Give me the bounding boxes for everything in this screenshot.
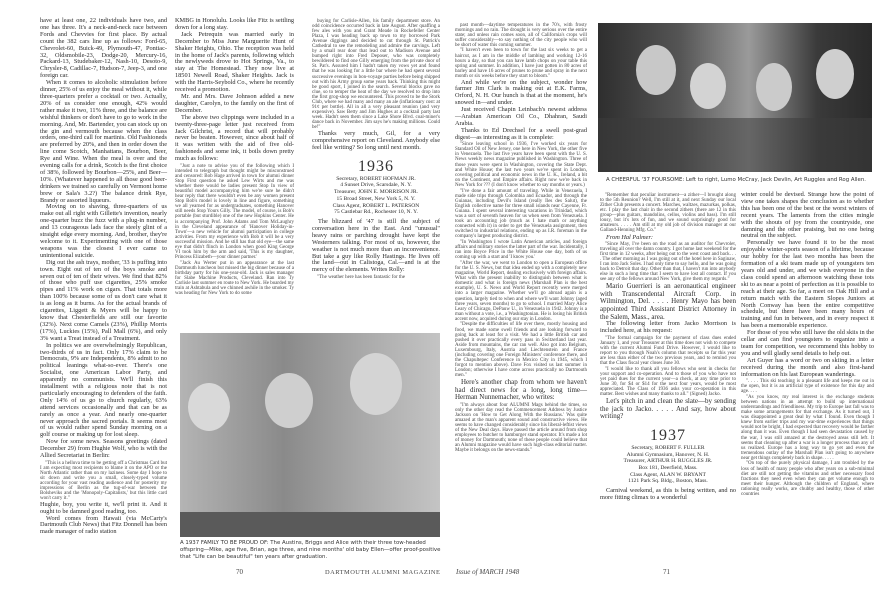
ground [180,512,440,537]
quoted-letter-paragraph: buying for Carlisle-Allen, his family department store. An odd coincidence occurred back in late August. After quaffing a few ales with you and Grant Meade in Rockefeller Center Plaza, I was heading back up town to my borrowed Park Avenue diggings and decided to cut through St. Patrick's Cathedral to see the remodeling and admire the carvings. Left by a small rear door that lead out to Madison Avenue and bumped right into Fred Deposer, who was completely bewildered to find one Gilly emerging from the private door of St. Pat's. Assured him I hadn't taken my vows yet and found that he was looking for a little bar where he had spent several successive evenings in bon-voyage parties before being shipped out with his Army group some years back. Thinking this might be good sport, I joined in the search. Several blocks gave no clue, so to temper the heat of the day we resolved to drop into the first grog-shop we encountered. This proved to be the Stork Club, where we had many and many an ale (inflationary cost: at 91¢ per bottle). All in all a very pleasant reunion (and very expensive). Saw Betty and Jim Hughes at a cocktail party last week. Hadn't seen them since a Lake Shore Blvd. coal-miner's dance back in November. Jim says he's making millions. Could be!" [312,18,441,131]
quoted-letter-paragraph: "Since leaving school in 1936, I've worked six years for Standard Oil of New Jersey, one here in New York, the other five in Venezuela. The last five years have been spent with the U. S. News weekly news magazine published in Washington. Three of those years were spent in Washington, covering the State Dept. and White House; the last two years we've spent in London, covering political and economic news in the U. K., Ireland, a bit on the Continent, and Empire affairs. Right now we're back in New York for ??? (I don't know whether to say months or years.) [455,142,587,188]
article-paragraph: In politics we are overwhelmingly Republican, two-thirds of us in fact. Only 17% claim to be Democrats, 9% are Independents, 8% admit to no political leanings what-so-ever. There's one Socialist, one American Labor Party, and apparently no communists. We'll finish this installment with a religious note that is not particularly encouraging to defenders of the faith. Only 14% of us go to church regularly, 63% attend services occasionally and that can be as rarely as once a year. And nearly one-quarter never approach the sacred portals. It seems most of us would rather spend Sunday morning on a golf course or making up for lost sleep. [40,341,167,439]
article-paragraph: Let's pitch in and clean the slate—by sending the jack to Jacko. . . . . And say, how about writing? [600,396,736,421]
quoted-letter-paragraph: "On top of the purely physical damage, I am troubled by the loss of health of many people who after years on a sub-minimal diet are still not getting the vitamins and other necessary food fractions they need even when they can get volume enough to meet their hunger. Although the children of England, where rationing really works, are chubby and healthy, those of other countries [741,461,874,498]
quoted-letter-paragraph: "Jack Au Werter put in an appearance at the last Dartmouth luncheon but missed the big dinner because of a birthday party for his one-year-old. Jack is sales manager for Slabe Machine Products, Cleveland. Ran into Ty Carlisle last summer en route to New York. He boarded my train at Ashtabula and we chinned awhile in the smoker. Ty was heading for New York to do some [175,260,294,297]
quoted-letter-paragraph: "After the war, we went to London to open a European office for the U. S. News, but that idea ended up with a completely new magazine, World Report, dealing exclusively with foreign affairs. What with the present inability to distinguish between what is domestic and what is foreign news (Marshall Plan is the best example), U. S. News and World Report recently were merged into a larger magazine. Whether we'll go abroad again is a question, largely tied to when and where we'll want Johnny (aged three years, seven months) to go to school. I married Mary Alice Leary of Chicago, DePauw U., in Venezuela in 1942. Johnny is a man without a vote, i.e., a Washingtonian. He is losing his British accent now, acquired during our stay in London. [455,260,587,322]
class-officer-line: Class Agent, ROBERT L. PATERSON [332,202,420,209]
family-photo-caption: A 1937 FAMILY TO BE PROUD OF: The Austins, Briggs and Alice with their three tow-headed offspring—Mike, age five, Brian, age three, and nine months' old baby Ellen—offer proof-positive that "Life can be beautiful" ten years after graduation. [180,540,441,561]
article-paragraph: When it comes to alcoholic stimulation before dinner, 25% of us enjoy the meal without it, while three-quarters prefer a cocktail or two. Actually, 20% of us consider one enough, 42% would rather make it two, 11% three, and the balance are wishful thinkers or don't have to go to work in the morning. And, Mr. Bartender, you can stock up on the gin and vermouth because when the class orders, one-third call for martinis. Old Fashioneds are preferred by 20%, and then in order down the line come Scotch, Manhattans, Bourbon, Beer, Rye and Wine. When the meal is over and the evening calls for a drink, Scotch is the first choice of 38%, followed by Bourbon—25%, and Beer—10%. (Whatever happened to all those good beer-drinkers we trained so carefully on Vermont home brew or Sala's 3.2?) The balance drink Rye, Brandy or assorted liqueurs. [40,79,167,204]
issue-line: Issue of MARCH 1948 [456,568,520,576]
article-paragraph: Personally we have found it to be the most enjoyable winter-sports season of a lifetime, because our hobby for the last two months has been the formation of a ski team made up of youngsters ten years old and under, and we wish everyone in the class could spend an afternoon watching these tots ski to as near a point of perfection as it is possible to reach at their age. So far, a meet on Oak Hill and a return match with the Eastern Slopes Juniors at North Conway has been the entire competitive schedule, but there have been many hours of training and fun in between, and in every respect it has been a memorable experience. [741,239,874,330]
article-paragraph: Carnival weekend, as this is being written, and no more fitting climax to a wonderful [600,487,736,502]
class-officer-line: 1121 Park Sq. Bldg., Boston, Mass. [628,478,708,485]
article-paragraph: winter could be devised. Strange how the point of view one takes shapes the conclusion as to whether this has been one of the best or the worst winters of recent years. The laments from the cities mingle with the shouts of joy from the countryside, one damning and the other praising, but no one being neutral on the subject. [741,191,874,240]
quoted-letter-paragraph: "As you know, my real interest is the exchange students between nations in an attempt to build up international understandings and friendliness. My trip to Europe last fall was to make some arrangements for that exchange. As it turned out, I was disappointed a great deal by what I found. Even though I knew from earlier trips and my war-time experiences that things would not be bright, I had expected that recovery would be farther along than it was. Even though I had seen devastation caused by the war, I was still amazed at the destroyed areas still left. It seems that cleaning up after a war is a longer process than any of us realized. Europe has a long way to go yet and even the tremendous outlay of the Marshall Plan isn't going to anywhere near get things completely back in shape. . . . . [741,394,874,461]
article-paragraph: Moving on to shaving, three-quarters of us make out all right with Gillette's invention, nearly one-quarter buzz the fuzz with a plug-in number, and 13 courageous lads face the steely glint of a straight edge every morning. And, brother, they're welcome to it. Experimenting with one of those weapons was the closest I ever came to unintentional suicide. [40,203,167,259]
class-officer-line: Treasurer, JOHN E. MORRISON JR. [334,189,418,196]
man-figure [690,63,726,109]
article-paragraph: KMBG in Honolulu. Looks like Fitz is settling down for a long stay. [175,17,294,31]
man-figure [636,45,676,95]
man-figure [756,63,792,111]
class-officer-line: 15 Broad Street, New York 5, N. Y. [336,195,416,202]
quoted-letter-paragraph: "Since May, I've been on the road as an auditor for Chevrolet, traveling all over the damn country. I got home last weekend for the first time in 12 weeks, after being out to the west coast and back. . . . The other morning as I was going out of the hotel here in Saginaw, I ran into Jack Soles. I had only time to say hello, and he was going back to Detroit that day. Other than that, I haven't run into anybody else in such a long time that I seem to have lost all contact. If you see any of the fellows around New York, give them my regards." [600,241,736,283]
article-paragraph: Hughie, boy, you write it, we'll print it. And it ought to be damned good reading, too. [40,500,167,515]
article-paragraph: Mr. and Mrs. Dave Johnson added a new daughter, Carolyn, to the family on the first of December. [175,92,294,114]
article-paragraph: Mario Guerrieri is an aeronautical engineer with Transcendental Aircraft Corp. in Wilmington, Del. . . . . Henry Mayo has been appointed Third Assistant District Attorney in the Salem, Mass., area. [600,281,736,321]
quoted-letter-paragraph: "I haven't even been to town for the last six weeks to get a haircut, as I am in the middle of lambing and working 12-16 hours a day, so that you can have lamb chops on your table this spring and summer. In addition, I have just gotten in 80 acres of barley and have 16 acres of prunes to prune and spray in the next month or six weeks before they start to bloom." [455,48,587,79]
quoted-letter-paragraph: "This is a helluva time to be getting off a Christmas Card but I am expecting most recipients to blame it on the APO or the North Atlantic rather than on my laziness. Some day I hope to sit down and write you a small, closely-typed volume according for your vast reading audience and for posterity my impressions of Berlin as the tug-of-war between the Bolsheviks and the 'Monopoly-Capitalists,' but this little card won't carry it." [40,460,167,502]
foursome-photo-caption: A CHEERFUL '37 FOURSOME: Left to right, Lumo McCray, Jack Devlin, Art Ruggles and Rog Allen. [606,177,866,183]
article-paragraph: And while we're on the subject, wonder how farmer Jim Clark is making out at E.K. Farms, Orford, N. H. Our hunch is that at the moment, he's snowed in—and under. [455,78,587,107]
article-paragraph: The blizzard of '47 is still the subject of conversation here in the East. And "unusual" heavy rains or parching drought have kept the Westerners talking. For most of us, however, the weather is not much more than an inconvenience. But take a guy like Rolly Hastings. He lives off the land—out in Calistoga, Cal.—and is at the mercy of the elements. Writes Rolly: [312,218,440,274]
class-header [600,427,736,485]
article-paragraph: Art Guyer has a word or two on skiing in a letter received during the month and also first-hand information on his last European wanderings. [741,356,874,378]
article-paragraph: For those of you who still have the old skiis in the cellar and can find youngsters to organize into a team for competition, we recommend this hobby to you and will gladly send details to help out. [741,329,874,357]
class-year: 1936 [358,157,394,175]
article-paragraph: Thanks to Ed Drechsel for a swell post-grad digest—as interesting as it is complete: [455,126,587,141]
class-officer-line: 4 Sunset Drive, Scarsdale, N. Y. [340,182,412,189]
page-number: 70 [236,568,243,576]
article-paragraph: The following letter from Jacko Morrison is included here, at his request: [600,320,736,335]
class-officer-line: Secretary, ROBERT F. FULLER [631,444,705,451]
article-paragraph: have at least one, 22 individuals have two, and one has three. It's a neck-and-neck race between Fords and Chevvies for first place. By actual count the 382 cars line up as follows: Ford-65, Chevrolet-60, Buick-49, Plymouth-47, Pontiac-32, Oldsmobile-23, Dodge-20, Mercury-16, Packard-13, Studebaker-12, Nash-10, Desoto-9, Chrysler-8, Cadillac-7, Hudson-7, Jeep-3, and one foreign car. [40,17,167,80]
page-number: 71 [663,568,670,576]
quoted-letter-paragraph: "In Washington I wrote Latin American articles, and foreign affairs and military stories the latter part of the war. Incidentally, I ran into Boyce Price in the White House one day, both of us coming up with a start and 'I know you.' [455,239,587,261]
left-page-column-3 [312,18,440,280]
quoted-letter-paragraph: "I'm always about four ALUMNI Mags behind the times, so only the other day read the Commencement Address by Justice Jackson on 'How to Get Along With the Russians.' Was quite amazed at the man's apparent sound and constructive views. He seems to have changed considerably since his liberal-leftist views of the New Deal days. Have passed the article around from shop employees to butcher to hamburger stand operator. It's made a lot of money for Dartmouth; none of these people could believe that an Alumni magazine would have such high-class editorial matter. Maybe it belongs on the news-stands." [455,402,587,454]
class-officer-line: Box 181, Deerfield, Mass. [638,465,698,472]
quoted-letter-paragraph: ". . . . This ski teaching is a pleasant life and keeps me out in the open, but it is an artificial type of existence for this day and age. . . . [741,378,874,395]
class-officer-line: Treasurer, ARTHUR H. RUGGLES JR. [623,458,713,465]
article-paragraph: Just received Chapin Leinbach's newest address—Arabian American Oil Co., Dhahran, Saudi Arabia. [455,106,587,127]
right-page-column-1 [455,22,587,454]
article-paragraph: Word comes from Hawaii (via McCarty's Dartmouth Club News) that Fitz Donnell has been made manager of radio station [40,514,167,536]
class-officer-line: Class Agent, ALAN W. BRYANT [630,471,706,478]
running-head: DARTMOUTH ALUMNI MAGAZINE [325,569,441,576]
class-officer-line: Secretary, ROBERT HOFMAN JR. [336,175,416,182]
family-photo [180,333,440,537]
quoted-letter-paragraph: "The weather here has been fantastic for the [317,274,405,280]
class-officer-line: Alumni Gymnasium, Hanover, N. H. [626,451,710,458]
article-paragraph: Now for some news. Seasons greetings (dated December 29) from Hughie Wolf, who is with the Allied Secretariat in Berlin: [40,438,167,460]
class-officer-line: 75 Castlebar Rd., Rochester 10, N. Y. [334,209,418,216]
left-page-column-1 [40,18,167,536]
article-paragraph: From Hal Palmer: [606,233,653,241]
right-page-column-2 [600,192,736,502]
class-header [312,158,440,216]
article-paragraph: Dig out the ash trays, mother, '33 is puffing into town. Eight out of ten of the boys smoke and seven out of ten of their wives. We find that 82% of those who puff use cigarettes, 25% smoke pipes and 11% work on cigars. That totals more than 100% because some of us don't care what it is as long as it burns. As for the actual brands of cigarettes, Liggett & Myers will be happy to know that Chesterfields are still our favorite (32%). Next come Camels (23%), Phillip Morris (17%), Luckies (15%), Pall Mall (6%), and only 3% want a Treat instead of a Treatment. [40,258,167,342]
right-page-column-3 [741,192,874,498]
child-figure [188,383,230,431]
article-paragraph: Thanks very much, Gil, for a very comprehensive report on Cleveland. Anybody else feel like writing? So long until next month. [312,130,440,151]
quoted-letter-paragraph: "The formal campaign for the payment of class dues ended January 1, and your Treasurer at this time does not wish to compete with the current Alumni Fund Drive. However, I would like to report to you through Noah's column that receipts so far this year are less than either of the two previous years, and to remind you that the Class fiscal year closes June 30. [600,335,736,367]
parent-figure [265,373,313,428]
quoted-letter-paragraph: "I've done a fair amount of traveling. While in Venezuela, I made side trips through Colombia and Ecuador, and through the Guianas, including Devil's Island (really Iles des Salut), the English collective name for three small islands near Cayenne, Fr. Guiana. I spent several interesting vacations in Trinidad, which was a sort of seventh heaven for us when seen from Venezuela. I took an accounting job (much as I hate math or anything connected with it) in order to get the Venezuela assignment, then switched to industrial relations, ending up as I.R. foreman in the company's largest producing district. [455,188,587,240]
article-paragraph: Jack Petrequin was married early in December to Miss June Marguerite Hunt of Shaker Heights, Ohio. The reception was held in the home of Jack's parents, following which the newlyweds drove to Hot Springs, Va., to stay at The Homestead. They now live at 18501 Newell Road, Shaker Heights. Jack is with the Harris-Seybold Co., where he recently received a promotion. [175,30,294,94]
quoted-letter-paragraph: "I would like to thank all you fellows who sent in checks for your support and co-operation. And to those of you who have not yet paid dues for the current year—a check, at any time prior to June 30, for $4 or $14 for the next four years, would be most appreciated. The Class of 1936 asks your co-operation in this matter. Best wishes and many thanks to all." (Signed) Jacko. [600,366,736,398]
quoted-letter-paragraph: past month—daytime temperatures in the 70's, with frosty mornings and no rain. The drought is very serious over the entire state; and unless rain comes soon, all of California's crops will suffer considerably—to say nothing of the city people who will be short of water this coming summer. [455,22,587,48]
class-year: 1937 [650,426,686,444]
article-paragraph: Here's another chap from whom we haven't had direct news for a long, long time—Herman Nunnemacher, who writes: [455,378,587,402]
suits [598,118,872,172]
left-page-column-2 [175,18,294,297]
man-figure [816,49,854,99]
quoted-letter-paragraph: "Remember that peculiar instrument—a zither—I brought along to the 5th Reunion? Well, I'm still at it, and next Sunday our local Zither Club presents a concert. Marches, waltzes, mazurkas, polkas, etc. I play the last chair in the second zithers (there are 12 in this group—plus guitars, mandolins, cellos, violins and bass). I'm still lousy, but it's lots of fun, and we sound surprisingly good for amateurs. . . . . Am still at my old job of division manager at our Galland-Henning Mfg. Co." [600,192,736,234]
article-paragraph: The above two clippings were included in a twenty-three-page letter just received from Jack Gilchrist, a record that will probably never be beaten. However, since about half of it was written with the aid of five old-fashioneds and some ink, it boils down pretty much as follows: [175,113,294,163]
quoted-letter-paragraph: "Despite the difficulties of life over there, mostly housing and food, we made some swell friends and are looking forward to going back at least for a visit. We had a little British car and pushed it over practically every pass in Switzerland last year. Aside from mountains, the car ran well. Also got into Belgium, Luxembourg, Italy, Austria and Liechtenstein and France (including covering one Foreign Ministers' conference there, and the Chapultepec Conference in Mexico City in 1945, which I forgot to mention above). Dave Fox visited us last summer in London; otherwise I have come across practically no Dartmouth men." [455,322,587,379]
quoted-letter-paragraph: "Just a note to advise you of the following which I intended to telegraph but thought might be misconstrued and censored: Bob Hage arrived in town for alumni dinner Stop First question he asked Lew Wirts and me was whether there would be ladies present Stop In view of beautiful model accompanying him we're sure he didn't hear reply that there wouldn't even be any women present Stop Bob's model is lovely in line and figure, something we all yearned for as undergraduates, something Hanover still needs Stop Yours Gilly. The model, of course, is Bob's portable (but sturdible) one of the new Hopkins Center. He is accompanying Prof. John Adams and Tom McLaughry in the Cleveland appearance of 'Hanover Holiday-in-Town'—a new vehicle for alumni participation in college activities. From my experience with Bob it will be a very successful mission. And he still has that old eye—the same eye that didn't flinch in London when good King George VI took him by the arm and said, 'This is my daughter, Princess Elizabeth—your dinner partner.' [175,163,294,261]
foursome-photo [598,23,872,172]
parent-figure [350,353,402,415]
